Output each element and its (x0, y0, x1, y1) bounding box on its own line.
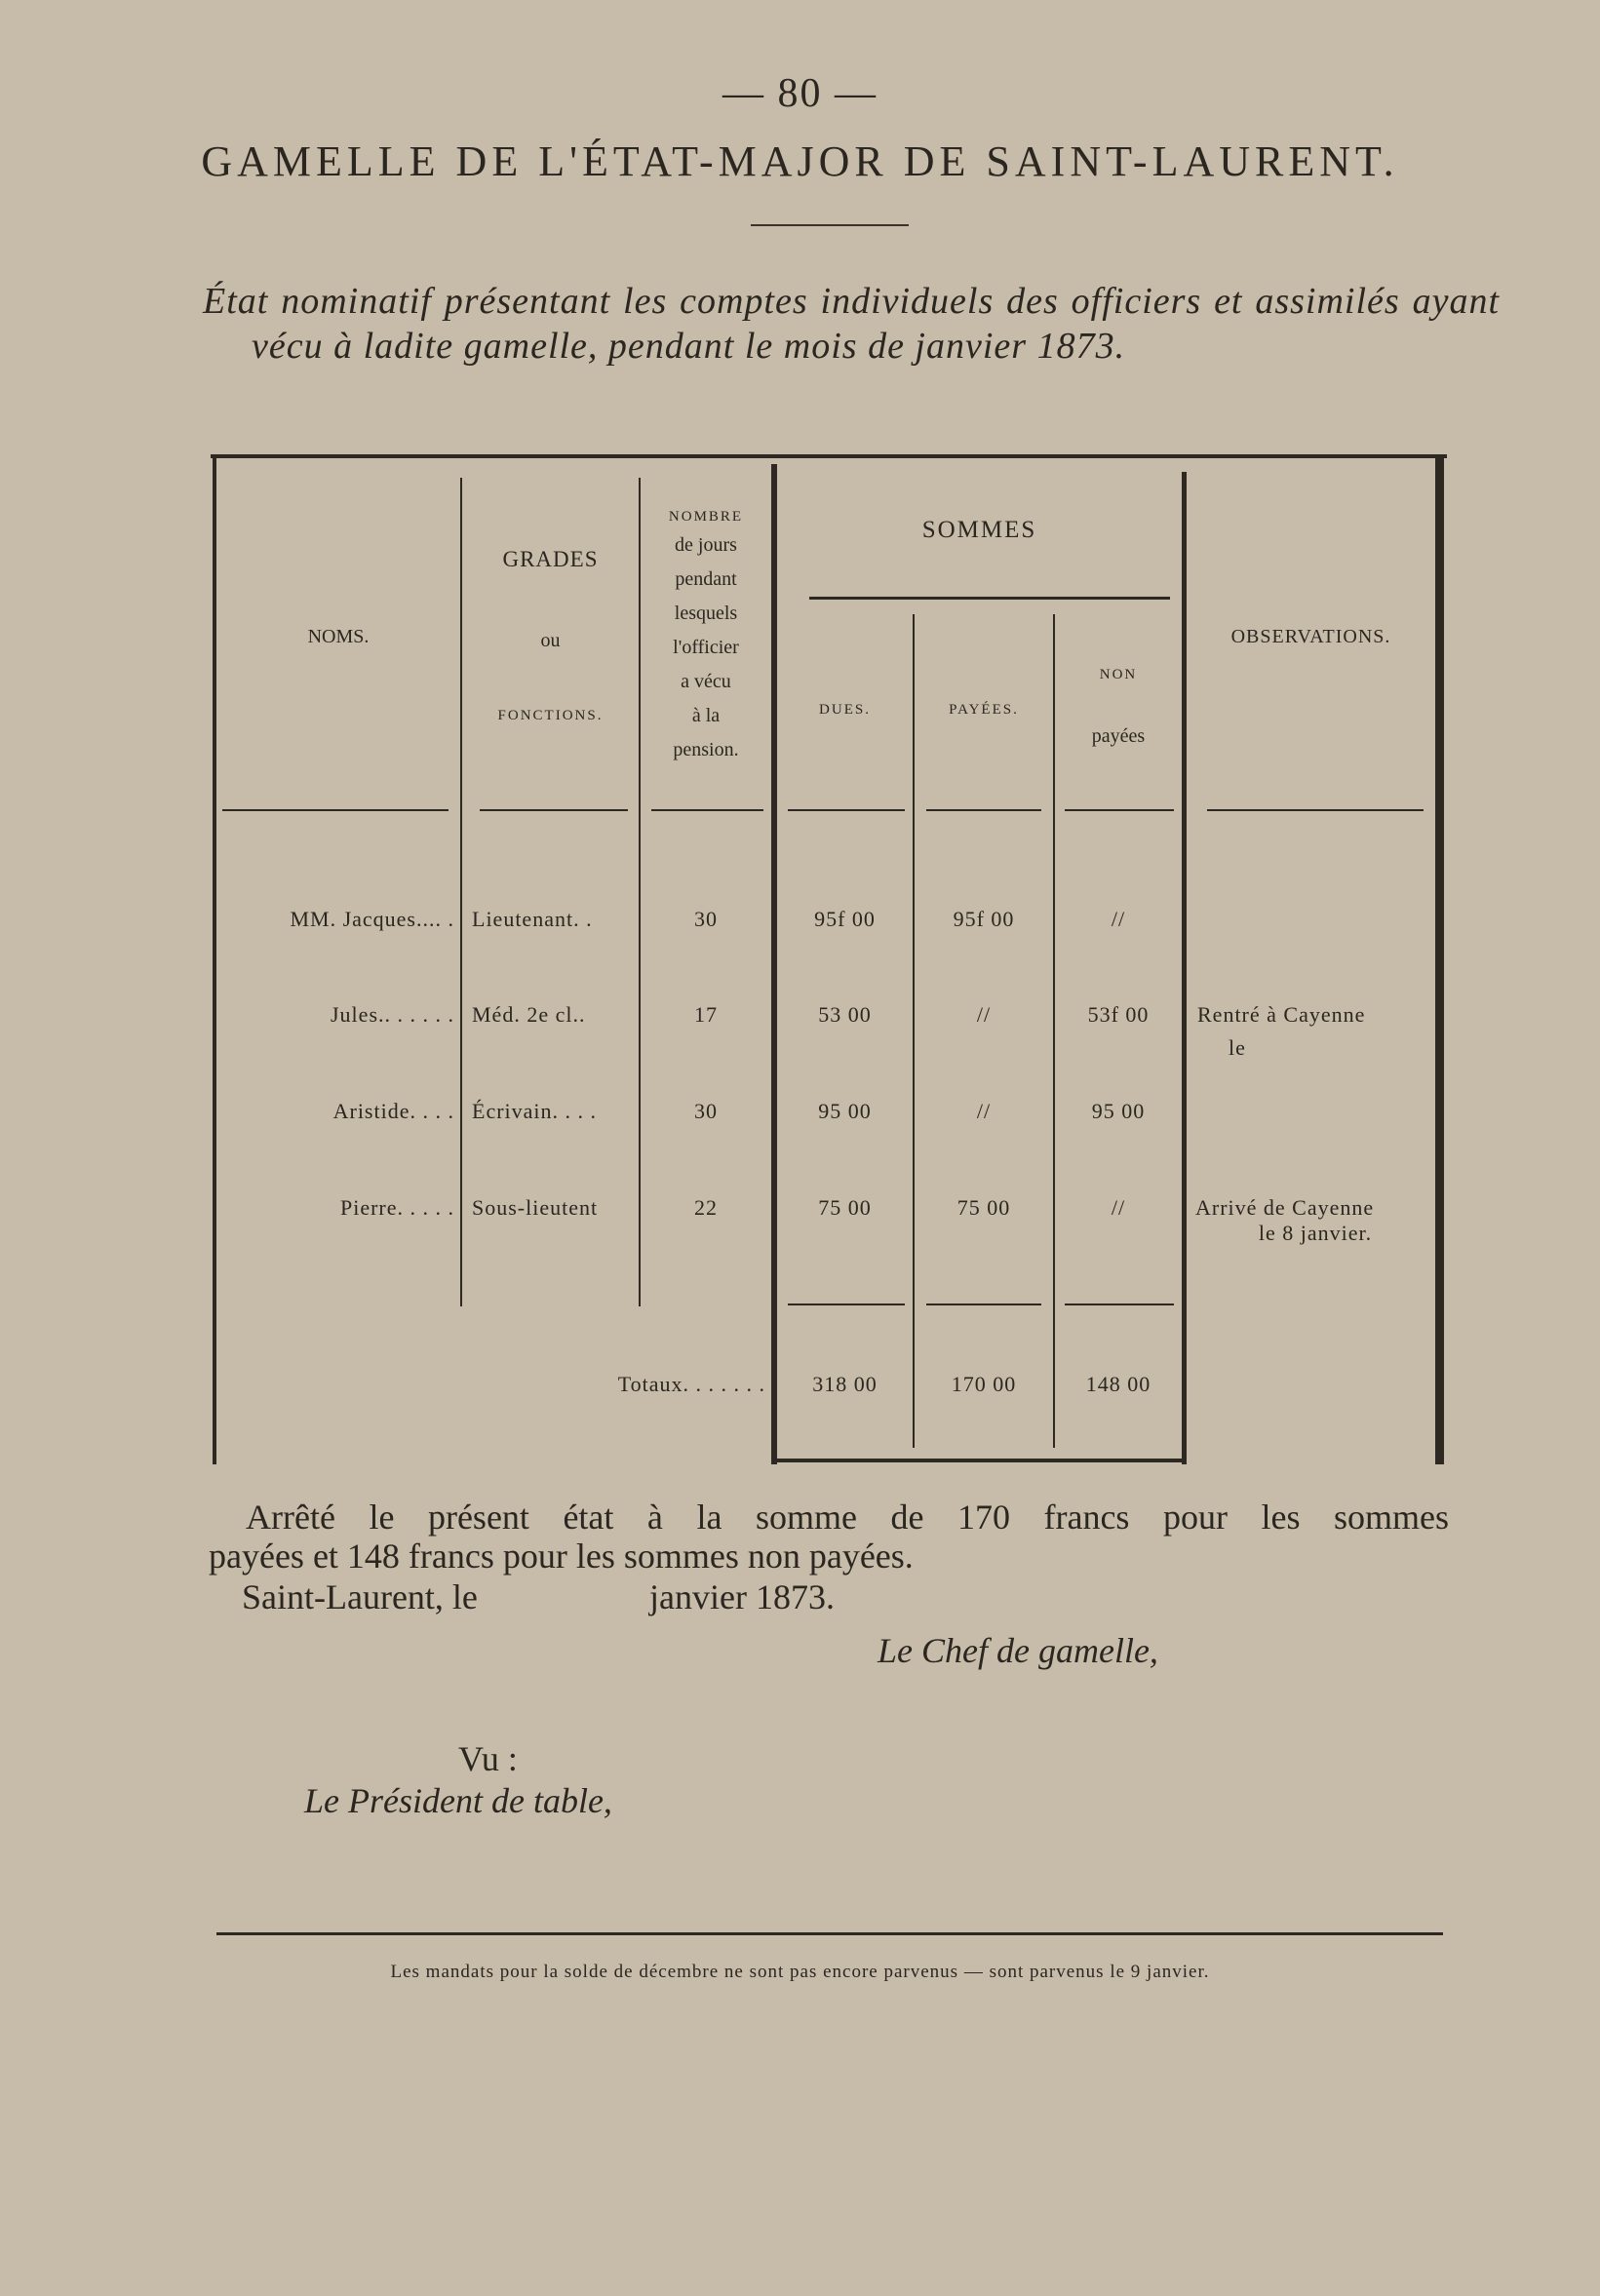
closing-place: Saint-Laurent, le (242, 1577, 478, 1616)
sommes-bottom-rule (776, 1459, 1186, 1462)
totals-payees: 170 00 (951, 1372, 1017, 1396)
header-rule (222, 809, 449, 811)
header-jours-line: NOMBRE (668, 509, 744, 525)
row-nom: Pierre. . . . . (339, 1195, 454, 1220)
row-grade: Écrivain. . . . (472, 1099, 598, 1123)
row-nom: Jules.. . . . . . (331, 1002, 454, 1027)
header-fonctions: FONCTIONS. (497, 708, 604, 723)
totals-non: 148 00 (1085, 1372, 1151, 1396)
chef-signature: Le Chef de gamelle, (878, 1631, 1158, 1670)
col-sep-payees (913, 614, 915, 1448)
row-dues: 75 00 (818, 1195, 872, 1220)
header-rule (1207, 809, 1424, 811)
header-dues: DUES. (819, 702, 871, 718)
totals-dues: 318 00 (812, 1372, 878, 1396)
table-left-border (213, 458, 216, 1464)
totals-rule (788, 1304, 905, 1305)
header-observations: OBSERVATIONS. (1230, 626, 1391, 647)
closing-line-2: payées et 148 francs pour les sommes non payées. (209, 1537, 914, 1576)
header-jours-line: a vécu (681, 671, 731, 692)
row-observation: Arrivé de Cayenne (1195, 1195, 1375, 1220)
sommes-underline (809, 597, 1170, 600)
row-observation-cont: le (1229, 1035, 1246, 1060)
totals-rule (926, 1304, 1041, 1305)
row-non: // (1111, 1195, 1126, 1220)
header-rule (651, 809, 763, 811)
header-non-payees: payées (1091, 725, 1146, 747)
row-dues: 95 00 (818, 1099, 872, 1123)
row-jours: 30 (694, 1099, 718, 1123)
header-noms: NOMS. (307, 626, 370, 647)
row-grade: Lieutenant. . (472, 907, 593, 931)
row-nom: MM. Jacques.... . (290, 907, 454, 931)
president-signature: Le Président de table, (304, 1781, 612, 1820)
header-jours-line: pendant (675, 568, 737, 590)
header-jours-line: de jours (675, 534, 737, 556)
row-nom: Aristide. . . . (332, 1099, 454, 1123)
row-observation: Rentré à Cayenne (1197, 1002, 1366, 1027)
row-payees: 95f 00 (953, 907, 1015, 931)
intro-text: État nominatif présentant les comptes individuels des officiers et assimilés ayant vécu à ladite gamelle, pendant le mois de janvier 1873. (203, 281, 1500, 367)
row-dues: 95f 00 (814, 907, 876, 931)
header-sommes: SOMMES (921, 517, 1037, 543)
row-payees: // (976, 1099, 992, 1123)
header-rule (926, 809, 1041, 811)
col-sep-grades (460, 478, 462, 1306)
row-non: // (1111, 907, 1126, 931)
totals-rule (1065, 1304, 1174, 1305)
header-jours-line: lesquels (674, 603, 738, 624)
table-top-rule (211, 454, 1447, 458)
footnote-rule (216, 1932, 1443, 1935)
page-number: — 80 — (722, 71, 878, 116)
vu-label: Vu : (458, 1739, 518, 1778)
row-jours: 22 (694, 1195, 718, 1220)
row-dues: 53 00 (818, 1002, 872, 1027)
header-rule (480, 809, 628, 811)
row-observation-cont: le 8 janvier. (1258, 1221, 1373, 1245)
header-rule (1065, 809, 1174, 811)
table-right-border (1435, 458, 1444, 1464)
footnote: Les mandats pour la solde de décembre ne sont pas encore parvenus — sont parvenus le 9 janvier. (390, 1962, 1210, 1982)
header-jours (641, 505, 771, 767)
closing-line-1: Arrêté le présent état à la somme de 170 francs pour les sommes (246, 1498, 1449, 1537)
row-payees: 75 00 (956, 1195, 1011, 1220)
header-payees: PAYÉES. (949, 702, 1019, 718)
header-non: NON (1099, 667, 1138, 682)
header-grades: GRADES (502, 547, 599, 571)
row-jours: 17 (694, 1002, 718, 1027)
header-jours-line: l'officier (673, 637, 739, 658)
row-grade: Sous-lieutent (472, 1195, 599, 1220)
header-jours-line: à la (691, 705, 721, 726)
header-grades-ou: ou (540, 630, 561, 651)
closing-date: janvier 1873. (649, 1577, 835, 1616)
row-non: 95 00 (1091, 1099, 1146, 1123)
col-sep-sommes-left (771, 464, 777, 1464)
row-grade: Méd. 2e cl.. (472, 1002, 586, 1027)
header-jours-line: pension. (673, 739, 739, 760)
totals-label: Totaux. . . . . . . (617, 1372, 765, 1396)
header-rule (788, 809, 905, 811)
page-title: GAMELLE DE L'ÉTAT-MAJOR DE SAINT-LAURENT. (201, 137, 1399, 185)
row-non: 53f 00 (1087, 1002, 1150, 1027)
row-payees: // (976, 1002, 992, 1027)
row-jours: 30 (694, 907, 718, 931)
